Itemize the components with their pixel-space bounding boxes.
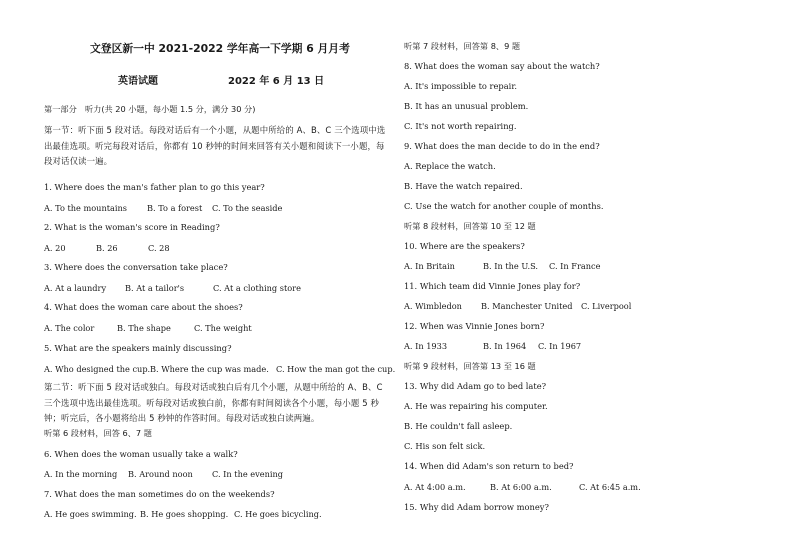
option-b: B. Manchester United: [481, 301, 573, 311]
option-b: B. At 6:00 a.m.: [490, 482, 552, 492]
option-b: B. In 1964: [483, 341, 527, 351]
material-7-label: 听第 7 段材料，回答第 8、9 题: [404, 41, 521, 51]
option-c: C. 28: [148, 243, 170, 253]
option-a: A. At a laundry: [44, 283, 107, 293]
part1-heading: 第一部分 听力(共 20 小题，每小题 1.5 分，满分 30 分): [44, 104, 256, 114]
question-9-option-b: B. Have the watch repaired.: [404, 181, 523, 191]
question-9: 9. What does the man decide to do in the end?: [404, 141, 600, 151]
option-c: C. In France: [549, 261, 601, 271]
question-14: 14. When did Adam's son return to bed?: [404, 461, 574, 471]
option-b: B. In the U.S.: [483, 261, 539, 271]
exam-title: 文登区新一中 2021-2022 学年高一下学期 6 月月考: [90, 42, 350, 55]
question-10: 10. Where are the speakers?: [404, 241, 525, 251]
question-15: 15. Why did Adam borrow money?: [404, 502, 549, 512]
option-c: C. In 1967: [538, 341, 582, 351]
exam-subject: 英语试题: [118, 76, 158, 87]
question-6: 6. When does the woman usually take a walk?: [44, 449, 238, 459]
option-a: A. To the mountains: [44, 203, 127, 213]
option-a: A. 20: [44, 243, 66, 253]
option-b: B. 26: [96, 243, 118, 253]
question-1: 1. Where does the man's father plan to go this year?: [44, 182, 265, 192]
question-8-option-b: B. It has an unusual problem.: [404, 101, 529, 111]
question-9-option-c: C. Use the watch for another couple of months.: [404, 201, 604, 211]
option-c: C. At a clothing store: [213, 283, 301, 293]
question-13: 13. Why did Adam go to bed late?: [404, 381, 547, 391]
option-a: A. Wimbledon: [404, 301, 462, 311]
option-a: A. In the morning: [44, 469, 118, 479]
material-6-label: 听第 6 段材料，回答 6、7 题: [44, 428, 152, 438]
question-5: 5. What are the speakers mainly discussing?: [44, 343, 232, 353]
question-8-option-a: A. It's impossible to repair.: [404, 81, 518, 91]
option-a: A. He goes swimming.: [44, 509, 137, 519]
question-11: 11. Which team did Vinnie Jones play for?: [404, 281, 581, 291]
option-b: B. Around noon: [128, 469, 193, 479]
option-a: A. The color: [44, 323, 95, 333]
option-a: A. In Britain: [404, 261, 455, 271]
option-c: C. He goes bicycling.: [234, 509, 322, 519]
option-b: B. To a forest: [147, 203, 203, 213]
question-8: 8. What does the woman say about the watch?: [404, 61, 600, 71]
option-c: C. In the evening: [212, 469, 284, 479]
option-b: B. The shape: [117, 323, 171, 333]
question-7: 7. What does the man sometimes do on the weekends?: [44, 489, 275, 499]
section1-instructions: 第一节：听下面 5 段对话。每段对话后有一个小题，从题中所给的 A、B、C 三个选项中选出最佳选项。听完每段对话后，你都有 10 秒钟的时间来回答有关小题和阅读下一小题，每段对话仅读一遍。: [44, 125, 386, 166]
option-a: A. Who designed the cup.: [44, 364, 151, 374]
question-13-option-a: A. He was repairing his computer.: [404, 401, 548, 411]
question-13-option-c: C. His son felt sick.: [404, 441, 486, 451]
option-b: B. He goes shopping.: [140, 509, 229, 519]
question-13-option-b: B. He couldn't fall asleep.: [404, 421, 513, 431]
question-8-option-c: C. It's not worth repairing.: [404, 121, 517, 131]
option-a: A. In 1933: [404, 341, 448, 351]
exam-date: 2022 年 6 月 13 日: [228, 76, 325, 87]
option-a: A. At 4:00 a.m.: [404, 482, 466, 492]
option-b: B. Where the cup was made.: [150, 364, 269, 374]
option-c: C. At 6:45 a.m.: [579, 482, 641, 492]
question-9-option-a: A. Replace the watch.: [404, 161, 496, 171]
question-3: 3. Where does the conversation take place?: [44, 262, 228, 272]
option-b: B. At a tailor's: [125, 283, 185, 293]
material-8-label: 听第 8 段材料，回答第 10 至 12 题: [404, 221, 536, 231]
section2-instructions: 第二节：听下面 5 段对话或独白。每段对话或独白后有几个小题，从题中所给的 A、B、C 三个选项中选出最佳选项。听每段对话或独白前，你都有时间阅读各个小题，每小题 5 秒钟；听完后，各小题将给出 5 秒钟的作答时间。每段对话或独白读两遍。: [44, 382, 383, 423]
question-4: 4. What does the woman care about the shoes?: [44, 302, 243, 312]
option-c: C. How the man got the cup.: [276, 364, 396, 374]
option-c: C. Liverpool: [581, 301, 632, 311]
material-9-label: 听第 9 段材料，回答第 13 至 16 题: [404, 361, 536, 371]
option-c: C. The weight: [194, 323, 252, 333]
option-c: C. To the seaside: [212, 203, 283, 213]
question-12: 12. When was Vinnie Jones born?: [404, 321, 545, 331]
question-2: 2. What is the woman's score in Reading?: [44, 222, 220, 232]
